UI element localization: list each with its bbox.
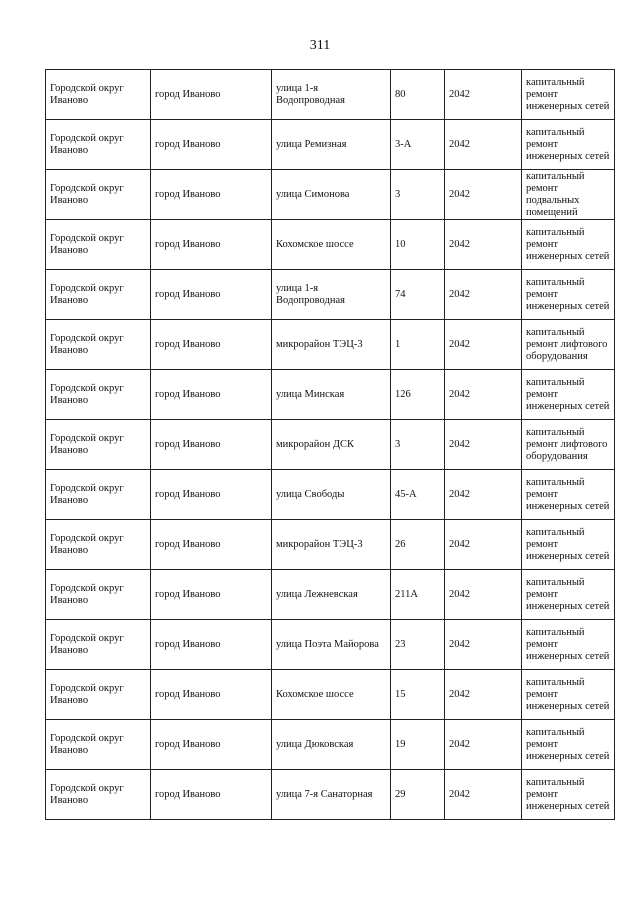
cell-house-number: 10 bbox=[391, 220, 445, 270]
cell-planned-year: 2042 bbox=[445, 370, 522, 420]
table-row bbox=[46, 70, 615, 120]
cell-street: улица 1-я Водопроводная bbox=[272, 70, 391, 120]
cell-work-type: капитальный ремонт инженерных сетей bbox=[522, 220, 615, 270]
cell-settlement: город Иваново bbox=[151, 270, 272, 320]
cell-municipal-district: Городской округ Иваново bbox=[46, 770, 151, 820]
table-row bbox=[46, 520, 615, 570]
cell-municipal-district: Городской округ Иваново bbox=[46, 370, 151, 420]
table-row bbox=[46, 170, 615, 220]
cell-street: улица Дюковская bbox=[272, 720, 391, 770]
cell-municipal-district: Городской округ Иваново bbox=[46, 620, 151, 670]
cell-work-type: капитальный ремонт инженерных сетей bbox=[522, 720, 615, 770]
cell-planned-year: 2042 bbox=[445, 270, 522, 320]
cell-work-type: капитальный ремонт инженерных сетей bbox=[522, 770, 615, 820]
cell-settlement: город Иваново bbox=[151, 220, 272, 270]
cell-street: Кохомское шоссе bbox=[272, 220, 391, 270]
cell-municipal-district: Городской округ Иваново bbox=[46, 170, 151, 220]
cell-planned-year: 2042 bbox=[445, 220, 522, 270]
cell-settlement: город Иваново bbox=[151, 70, 272, 120]
cell-street: микрорайон ТЭЦ-3 bbox=[272, 520, 391, 570]
cell-street: Кохомское шоссе bbox=[272, 670, 391, 720]
cell-work-type: капитальный ремонт подвальных помещений bbox=[522, 170, 615, 220]
table-row bbox=[46, 570, 615, 620]
cell-settlement: город Иваново bbox=[151, 470, 272, 520]
cell-planned-year: 2042 bbox=[445, 670, 522, 720]
table-row bbox=[46, 270, 615, 320]
cell-work-type: капитальный ремонт лифтового оборудования bbox=[522, 420, 615, 470]
cell-municipal-district: Городской округ Иваново bbox=[46, 120, 151, 170]
cell-house-number: 3-А bbox=[391, 120, 445, 170]
cell-municipal-district: Городской округ Иваново bbox=[46, 570, 151, 620]
cell-planned-year: 2042 bbox=[445, 620, 522, 670]
cell-street: микрорайон ТЭЦ-3 bbox=[272, 320, 391, 370]
cell-planned-year: 2042 bbox=[445, 520, 522, 570]
cell-planned-year: 2042 bbox=[445, 720, 522, 770]
cell-house-number: 80 bbox=[391, 70, 445, 120]
cell-municipal-district: Городской округ Иваново bbox=[46, 420, 151, 470]
table-row bbox=[46, 370, 615, 420]
cell-settlement: город Иваново bbox=[151, 420, 272, 470]
cell-street: улица Свободы bbox=[272, 470, 391, 520]
table-row bbox=[46, 770, 615, 820]
table-body bbox=[46, 70, 615, 820]
cell-planned-year: 2042 bbox=[445, 770, 522, 820]
cell-planned-year: 2042 bbox=[445, 120, 522, 170]
cell-municipal-district: Городской округ Иваново bbox=[46, 520, 151, 570]
cell-municipal-district: Городской округ Иваново bbox=[46, 70, 151, 120]
cell-settlement: город Иваново bbox=[151, 120, 272, 170]
cell-street: улица Лежневская bbox=[272, 570, 391, 620]
cell-settlement: город Иваново bbox=[151, 770, 272, 820]
cell-planned-year: 2042 bbox=[445, 70, 522, 120]
cell-settlement: город Иваново bbox=[151, 570, 272, 620]
cell-municipal-district: Городской округ Иваново bbox=[46, 220, 151, 270]
table-row bbox=[46, 470, 615, 520]
cell-work-type: капитальный ремонт инженерных сетей bbox=[522, 370, 615, 420]
cell-work-type: капитальный ремонт инженерных сетей bbox=[522, 520, 615, 570]
cell-street: улица Симонова bbox=[272, 170, 391, 220]
cell-work-type: капитальный ремонт инженерных сетей bbox=[522, 120, 615, 170]
cell-settlement: город Иваново bbox=[151, 670, 272, 720]
table-row bbox=[46, 620, 615, 670]
table-row bbox=[46, 320, 615, 370]
cell-settlement: город Иваново bbox=[151, 620, 272, 670]
cell-settlement: город Иваново bbox=[151, 170, 272, 220]
table-row bbox=[46, 420, 615, 470]
cell-house-number: 3 bbox=[391, 170, 445, 220]
cell-street: улица Ремизная bbox=[272, 120, 391, 170]
cell-settlement: город Иваново bbox=[151, 520, 272, 570]
cell-work-type: капитальный ремонт лифтового оборудования bbox=[522, 320, 615, 370]
cell-house-number: 26 bbox=[391, 520, 445, 570]
cell-street: улица Минская bbox=[272, 370, 391, 420]
cell-work-type: капитальный ремонт инженерных сетей bbox=[522, 70, 615, 120]
cell-house-number: 29 bbox=[391, 770, 445, 820]
cell-street: улица 7-я Санаторная bbox=[272, 770, 391, 820]
cell-municipal-district: Городской округ Иваново bbox=[46, 670, 151, 720]
table-row bbox=[46, 670, 615, 720]
cell-house-number: 3 bbox=[391, 420, 445, 470]
cell-planned-year: 2042 bbox=[445, 320, 522, 370]
table-row bbox=[46, 220, 615, 270]
cell-planned-year: 2042 bbox=[445, 420, 522, 470]
cell-work-type: капитальный ремонт инженерных сетей bbox=[522, 470, 615, 520]
cell-planned-year: 2042 bbox=[445, 170, 522, 220]
cell-work-type: капитальный ремонт инженерных сетей bbox=[522, 570, 615, 620]
cell-planned-year: 2042 bbox=[445, 570, 522, 620]
cell-house-number: 19 bbox=[391, 720, 445, 770]
cell-municipal-district: Городской округ Иваново bbox=[46, 470, 151, 520]
cell-house-number: 1 bbox=[391, 320, 445, 370]
table-row bbox=[46, 120, 615, 170]
cell-house-number: 211А bbox=[391, 570, 445, 620]
cell-street: улица 1-я Водопроводная bbox=[272, 270, 391, 320]
cell-municipal-district: Городской округ Иваново bbox=[46, 270, 151, 320]
cell-house-number: 45-А bbox=[391, 470, 445, 520]
cell-settlement: город Иваново bbox=[151, 370, 272, 420]
page-number: 311 bbox=[309, 38, 331, 53]
cell-house-number: 23 bbox=[391, 620, 445, 670]
cell-work-type: капитальный ремонт инженерных сетей bbox=[522, 670, 615, 720]
cell-work-type: капитальный ремонт инженерных сетей bbox=[522, 270, 615, 320]
cell-work-type: капитальный ремонт инженерных сетей bbox=[522, 620, 615, 670]
cell-street: улица Поэта Майорова bbox=[272, 620, 391, 670]
table-row bbox=[46, 720, 615, 770]
cell-house-number: 126 bbox=[391, 370, 445, 420]
cell-house-number: 15 bbox=[391, 670, 445, 720]
cell-house-number: 74 bbox=[391, 270, 445, 320]
cell-municipal-district: Городской округ Иваново bbox=[46, 720, 151, 770]
registry-table bbox=[45, 69, 615, 820]
cell-street: микрорайон ДСК bbox=[272, 420, 391, 470]
cell-municipal-district: Городской округ Иваново bbox=[46, 320, 151, 370]
cell-settlement: город Иваново bbox=[151, 320, 272, 370]
cell-planned-year: 2042 bbox=[445, 470, 522, 520]
cell-settlement: город Иваново bbox=[151, 720, 272, 770]
